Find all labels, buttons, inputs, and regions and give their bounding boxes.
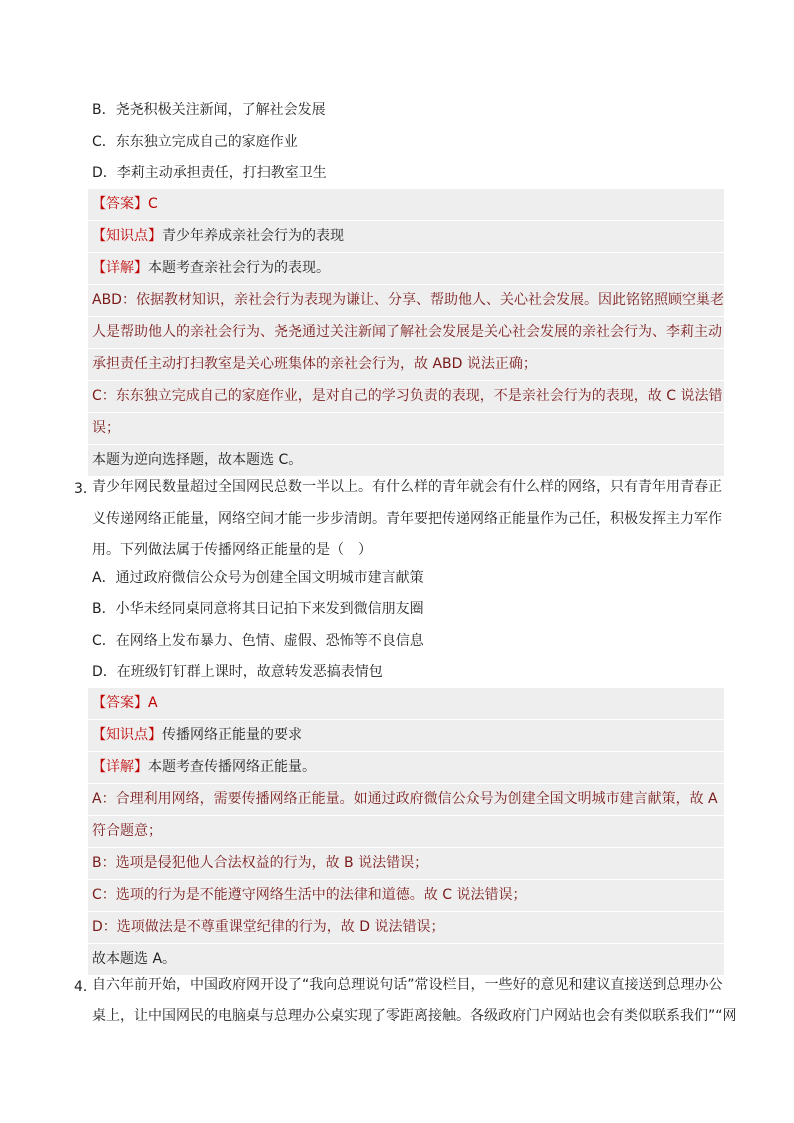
analysis-text: 承担责任主动打扫教室是关心班集体的亲社会行为，故 ABD 说法正确； (92, 356, 537, 372)
detail-row (88, 253, 724, 285)
knowledge-point-row (88, 221, 724, 253)
conclusion-text: 故本题选 A。 (92, 951, 177, 967)
answer-box-q3 (88, 688, 724, 975)
analysis-text: 人是帮助他人的亲社会行为、尧尧通过关注新闻了解社会发展是关心社会发展的亲社会行为、李莉主动 (92, 324, 722, 340)
analysis-line (88, 816, 724, 848)
analysis-line (88, 413, 724, 445)
option-b: B．小华未经同桌同意将其日记拍下来发到微信朋友圈 (92, 601, 424, 617)
question-stem: 义传递网络正能量，网络空间才能一步步清朗。青年要把传递网络正能量作为己任，积极发挥主力军作 (92, 511, 722, 527)
answer-row (88, 688, 724, 720)
knowledge-point-text: 传播网络正能量的要求 (162, 727, 302, 743)
conclusion-text: 本题为逆向选择题，故本题选 C。 (92, 452, 303, 468)
knowledge-point-label: 【知识点】 (92, 727, 162, 743)
analysis-line (88, 317, 724, 349)
analysis-line (88, 381, 724, 413)
analysis-line (88, 349, 724, 381)
question-stem: 用。下列做法属于传播网络正能量的是（ ） (92, 542, 372, 558)
question-number: 4． (74, 979, 97, 995)
knowledge-point-label: 【知识点】 (92, 228, 162, 244)
analysis-text: C：东东独立完成自己的家庭作业，是对自己的学习负责的表现，不是亲社会行为的表现，故 C 说法错 (92, 388, 723, 404)
analysis-line (88, 285, 724, 317)
analysis-line (88, 912, 724, 944)
analysis-text: C：选项的行为是不能遵守网络生活中的法律和道德。故 C 说法错误； (92, 887, 527, 903)
knowledge-point-text: 青少年养成亲社会行为的表现 (162, 228, 344, 244)
question-stem: 青少年网民数量超过全国网民总数一半以上。有什么样的青年就会有什么样的网络，只有青年用青春正 (92, 479, 722, 495)
analysis-text: B：选项是侵犯他人合法权益的行为，故 B 说法错误； (92, 855, 429, 871)
option-d: D．在班级钉钉群上课时，故意转发恶搞表情包 (92, 664, 383, 680)
knowledge-point-row (88, 720, 724, 752)
option-a: A．通过政府微信公众号为创建全国文明城市建言献策 (92, 570, 424, 586)
analysis-text: D：选项做法是不尊重课堂纪律的行为，故 D 说法错误； (92, 919, 445, 935)
detail-text: 本题考查传播网络正能量。 (148, 759, 316, 775)
question-stem: 桌上，让中国网民的电脑桌与总理办公桌实现了零距离接触。各级政府门户网站也会有类似联系我们”“网 (92, 1008, 737, 1024)
answer-row (88, 189, 724, 221)
answer-label: 【答案】 (92, 196, 148, 212)
analysis-text: ABD：依据教材知识，亲社会行为表现为谦让、分享、帮助他人、关心社会发展。因此铭铭照顾空巢老 (92, 292, 724, 308)
answer-label: 【答案】 (92, 695, 148, 711)
detail-label: 【详解】 (92, 260, 148, 276)
analysis-line (88, 880, 724, 912)
answer-value: A (148, 695, 158, 711)
analysis-text: 符合题意； (92, 823, 162, 839)
question-number: 3． (74, 481, 97, 497)
conclusion-row (88, 445, 724, 476)
option-c: C．在网络上发布暴力、色情、虚假、恐怖等不良信息 (92, 633, 424, 649)
option-b: B．尧尧积极关注新闻，了解社会发展 (92, 102, 326, 118)
answer-box-q2 (88, 189, 724, 476)
detail-row (88, 752, 724, 784)
answer-value: C (148, 196, 158, 212)
question-stem: 自六年前开始，中国政府网开设了“我向总理说句话”常设栏目，一些好的意见和建议直接送到总理办公 (92, 977, 723, 993)
analysis-line (88, 784, 724, 816)
option-c: C．东东独立完成自己的家庭作业 (92, 134, 298, 150)
option-d: D．李莉主动承担责任，打扫教室卫生 (92, 165, 327, 181)
detail-text: 本题考查亲社会行为的表现。 (148, 260, 330, 276)
analysis-text: 误； (92, 420, 120, 436)
detail-label: 【详解】 (92, 759, 148, 775)
analysis-text: A：合理利用网络，需要传播网络正能量。如通过政府微信公众号为创建全国文明城市建言献策，故 A (92, 791, 718, 807)
analysis-line (88, 848, 724, 880)
conclusion-row (88, 944, 724, 975)
